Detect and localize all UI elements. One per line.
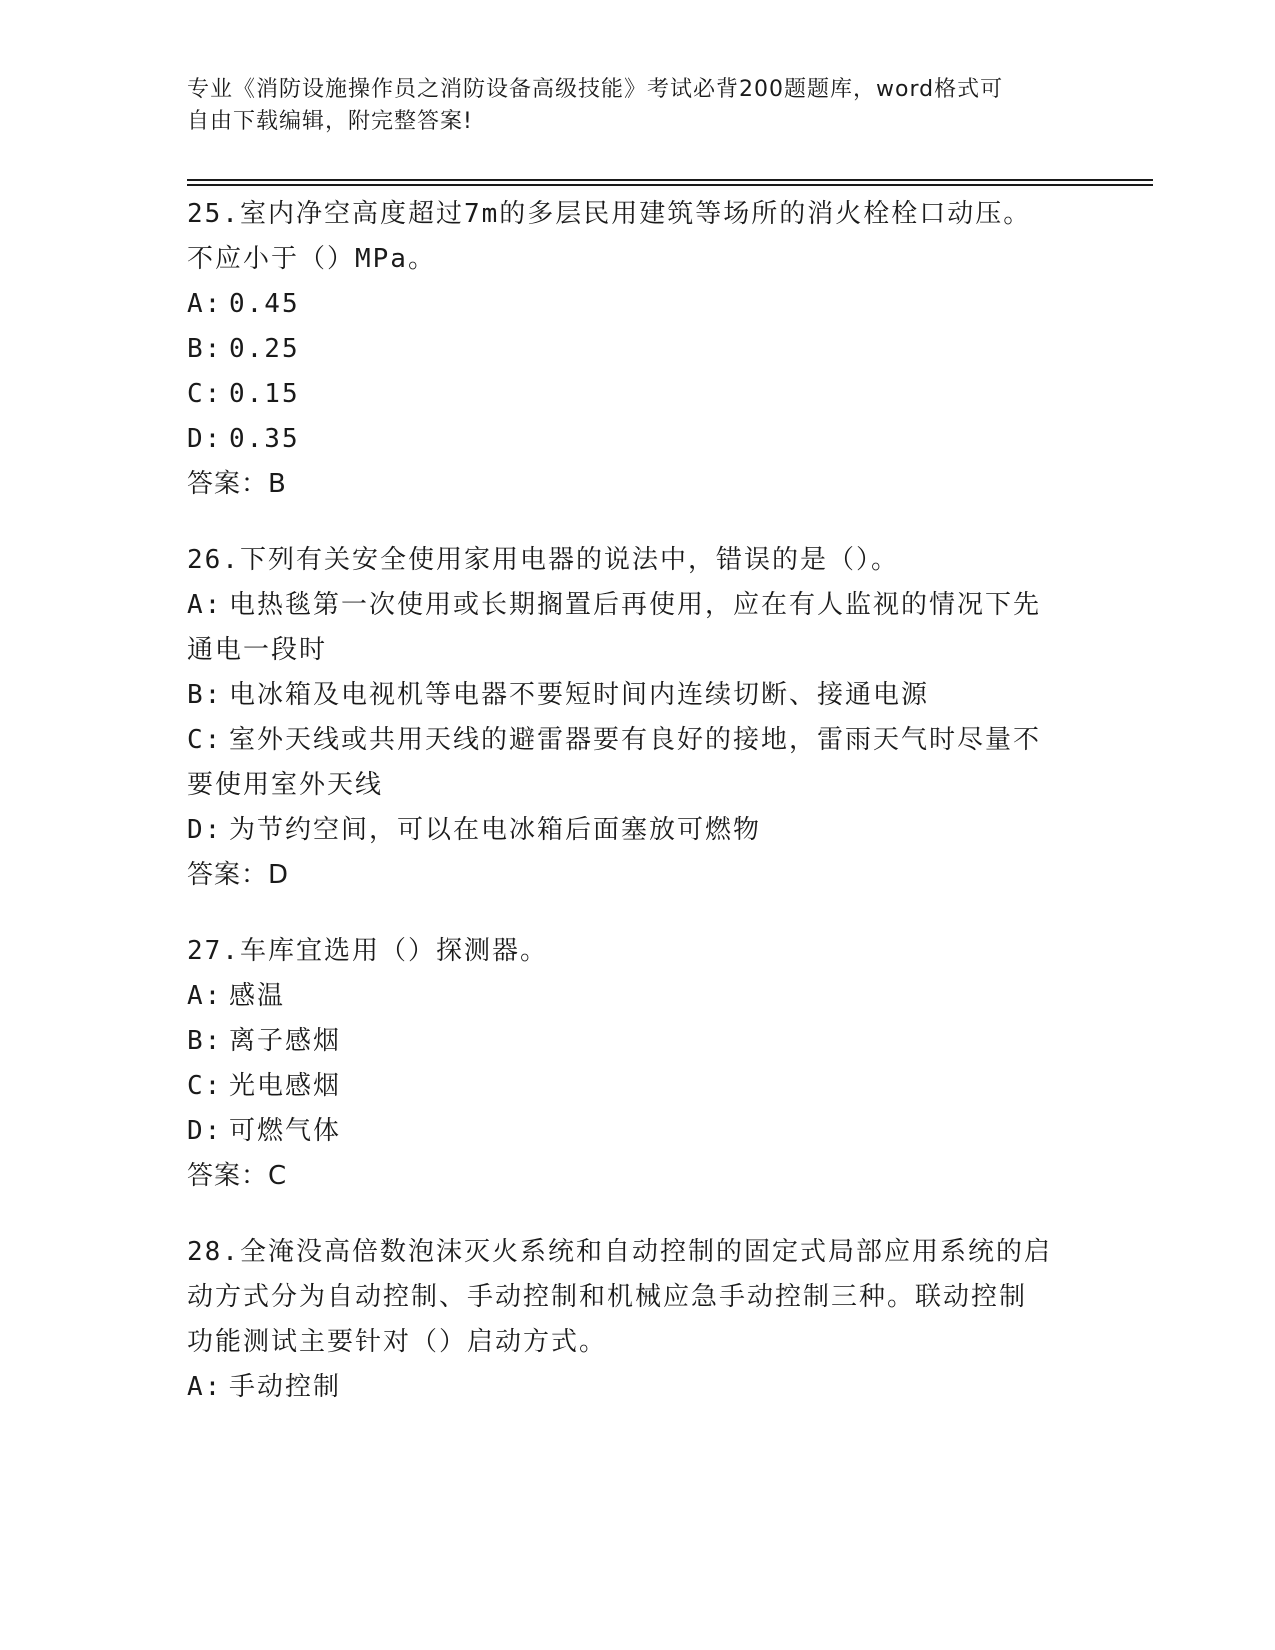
option-letter: A: <box>187 981 223 1011</box>
question-block <box>187 538 1087 898</box>
option-letter: C: <box>187 725 223 755</box>
option-text: 要使用室外天线 <box>187 770 384 800</box>
question-text: 28.全淹没高倍数泡沫灭火系统和自动控制的固定式局部应用系统的启 <box>187 1237 1052 1267</box>
document-header <box>187 74 1067 138</box>
option-text: 电冰箱及电视机等电器不要短时间内连续切断、接通电源 <box>229 680 930 710</box>
question-list <box>187 192 1087 1441</box>
option-line <box>187 1365 1087 1410</box>
option-line <box>187 583 1087 628</box>
header-divider-top <box>187 179 1153 181</box>
option-line <box>187 763 1087 808</box>
option-text: 感温 <box>229 981 286 1011</box>
option-line <box>187 808 1087 853</box>
answer-text: 答案：C <box>187 1161 288 1191</box>
option-letter: A: <box>187 590 223 620</box>
option-text: 0.15 <box>229 379 300 409</box>
question-block <box>187 192 1087 507</box>
option-text: 0.45 <box>229 289 300 319</box>
option-line <box>187 673 1087 718</box>
option-letter: A: <box>187 289 223 319</box>
option-text: 电热毯第一次使用或长期搁置后再使用，应在有人监视的情况下先 <box>229 590 1042 620</box>
option-text: 离子感烟 <box>229 1026 342 1056</box>
answer-text: 答案：B <box>187 469 287 499</box>
question-block <box>187 1230 1087 1410</box>
question-text: 27.车库宜选用（）探测器。 <box>187 936 548 966</box>
option-text: 室外天线或共用天线的避雷器要有良好的接地，雷雨天气时尽量不 <box>229 725 1042 755</box>
option-text: 光电感烟 <box>229 1071 342 1101</box>
question-text: 功能测试主要针对（）启动方式。 <box>187 1327 608 1357</box>
option-line <box>187 417 1087 462</box>
option-line <box>187 628 1087 673</box>
option-letter: C: <box>187 1071 223 1101</box>
option-letter: B: <box>187 1026 223 1056</box>
option-line <box>187 1019 1087 1064</box>
option-line <box>187 1064 1087 1109</box>
option-letter: B: <box>187 334 223 364</box>
header-line-2: 自由下载编辑，附完整答案! <box>187 109 473 134</box>
option-letter: B: <box>187 680 223 710</box>
option-text: 0.35 <box>229 424 300 454</box>
option-text: 0.25 <box>229 334 300 364</box>
question-text: 26.下列有关安全使用家用电器的说法中，错误的是（）。 <box>187 545 899 575</box>
header-divider-bottom <box>187 184 1153 186</box>
question-text: 动方式分为自动控制、手动控制和机械应急手动控制三种。联动控制 <box>187 1282 1028 1312</box>
option-text: 为节约空间，可以在电冰箱后面塞放可燃物 <box>229 815 762 845</box>
option-letter: A: <box>187 1372 223 1402</box>
option-letter: D: <box>187 1116 223 1146</box>
option-letter: D: <box>187 815 223 845</box>
question-text: 25.室内净空高度超过7m的多层民用建筑等场所的消火栓栓口动压。 <box>187 199 1032 229</box>
option-text: 通电一段时 <box>187 635 328 665</box>
option-letter: C: <box>187 379 223 409</box>
option-line <box>187 1109 1087 1154</box>
option-text: 可燃气体 <box>229 1116 342 1146</box>
option-letter: D: <box>187 424 223 454</box>
option-line <box>187 282 1087 327</box>
option-line <box>187 974 1087 1019</box>
question-text: 不应小于（）MPa。 <box>187 244 436 274</box>
question-block <box>187 929 1087 1199</box>
header-line-1: 专业《消防设施操作员之消防设备高级技能》考试必背200题题库，word格式可 <box>187 77 1004 102</box>
option-text: 手动控制 <box>229 1372 342 1402</box>
option-line <box>187 327 1087 372</box>
option-line <box>187 718 1087 763</box>
answer-text: 答案：D <box>187 860 290 890</box>
option-line <box>187 372 1087 417</box>
